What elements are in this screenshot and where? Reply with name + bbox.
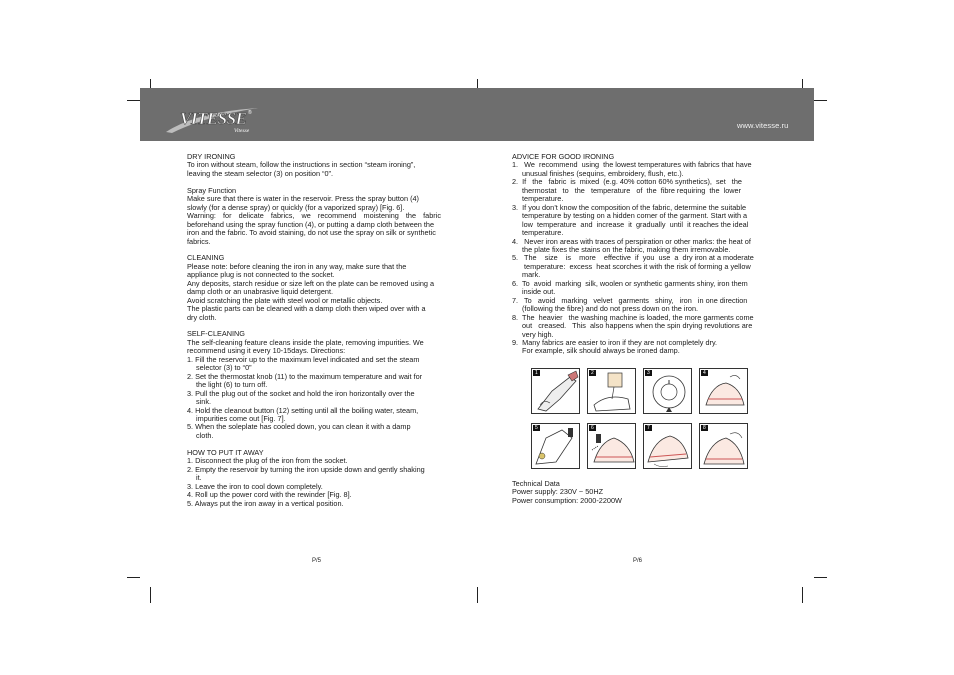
vitesse-logo: [166, 102, 266, 143]
list-item: [512, 339, 762, 356]
list-item: [512, 204, 762, 238]
text-line: temperature by testing on a hidden corner of the garment. Start with a: [522, 211, 748, 221]
text-line: beforehand using the spray function (4), or putting a damp cloth between the: [187, 219, 435, 229]
text-line: the plate fixes the stains on the fabric, making them irremovable.: [522, 244, 731, 254]
text-line: selector (3) to “0”: [196, 363, 252, 373]
text-line: 4. Never iron areas with traces of perspiration or other marks: the heat of: [512, 236, 751, 246]
text-line: mark.: [522, 270, 541, 280]
text-line: dry cloth.: [187, 312, 217, 322]
figure-4: [699, 368, 748, 414]
list-item: [512, 161, 762, 178]
text-line: 4. Hold the cleanout button (12) setting until all the boiling water, steam,: [187, 405, 419, 415]
right-page-text: [512, 153, 762, 356]
self-cleaning-section: [187, 330, 441, 440]
list-item: 5. Always put the iron away in a vertical position.: [187, 498, 344, 508]
text-line: Please note: before cleaning the iron in any way, make sure that the: [187, 261, 407, 271]
text-line: 2. Set the thermostat knob (11) to the maximum temperature and wait for: [187, 371, 423, 381]
text-line: The self-cleaning feature cleans inside the plate, removing impurities. We: [187, 337, 424, 347]
text-line: cloth.: [196, 430, 214, 440]
text-line: appliance plug is not connected to the socket.: [187, 270, 335, 280]
figure-2: [587, 368, 636, 414]
advice-list: [512, 161, 762, 355]
list-item: [187, 466, 441, 483]
section-title: SELF-CLEANING: [187, 329, 245, 339]
text-line: recommend using it every 10-15days. Directions:: [187, 346, 346, 356]
section-title: Technical Data: [512, 479, 560, 488]
figure-1: [531, 368, 580, 414]
figure-number: 8: [703, 425, 706, 431]
text-line: sink.: [196, 397, 212, 407]
text-line: iron and the fabric. To avoid staining, do not use the spray on silk or synthetic: [187, 228, 436, 238]
figure-6: [587, 423, 636, 469]
text-line: out creased. This also happens when the spin drying revolutions are: [522, 321, 753, 331]
figure-7: [643, 423, 692, 469]
text-line: leaving the steam selector (3) on position “0”.: [187, 168, 334, 178]
technical-data: [512, 480, 712, 505]
list-item: [187, 423, 441, 440]
text-line: 6. To avoid marking silk, woolen or synthetic garments shiny, iron them: [512, 278, 748, 288]
text-line: low temperature and increase it gradually until it reaches the ideal: [522, 219, 749, 229]
text-line: the light (6) to turn off.: [196, 380, 268, 390]
svg-text:®: ®: [248, 110, 252, 116]
power-supply: Power supply: 230V ~ 50HZ: [512, 487, 604, 497]
figure-number: 6: [591, 425, 594, 431]
list-item: [512, 178, 762, 203]
crop-mark: [127, 577, 140, 578]
figure-number: 3: [647, 370, 650, 376]
crop-mark: [814, 100, 827, 101]
text-line: Any deposits, starch residue or size left on the plate can be removed using a: [187, 278, 435, 288]
figure-8: [699, 423, 748, 469]
text-line: damp cloth or an unabrasive liquid detergent.: [187, 287, 334, 297]
figure-number: 4: [703, 370, 706, 376]
figure-number: 7: [647, 425, 650, 431]
figure-number: 1: [535, 370, 538, 376]
text-line: thermostat to the temperature of the fibre requiring the lower: [522, 185, 742, 195]
page-number: P/5: [312, 558, 322, 564]
text-line: 5. The size is more effective if you use a dry iron at a moderate: [512, 253, 754, 263]
svg-text:Vitesse: Vitesse: [234, 128, 250, 134]
text-line: temperature.: [522, 194, 564, 204]
text-line: 3. Pull the plug out of the socket and hold the iron horizontally over the: [187, 388, 415, 398]
cleaning-section: [187, 254, 441, 322]
text-line: 9. Many fabrics are easier to iron if they are not completely dry.: [512, 337, 718, 347]
list-item: [187, 390, 441, 407]
list-item: [512, 238, 762, 255]
text-line: fabrics.: [187, 236, 211, 246]
svg-text:VITESSE: VITESSE: [180, 109, 247, 128]
section-title: HOW TO PUT IT AWAY: [187, 447, 264, 457]
text-line: 8. The heavier the washing machine is loaded, the more garments come: [512, 312, 754, 322]
crop-mark: [802, 587, 803, 603]
text-line: (following the fibre) and do not press down on the iron.: [522, 304, 699, 314]
figure-number: 5: [535, 425, 538, 431]
list-item: 1. Disconnect the plug of the iron from the socket.: [187, 456, 348, 466]
figure-5: [531, 423, 580, 469]
crop-mark: [477, 587, 478, 603]
text-line: 1. We recommend using the lowest temperatures with fabrics that have: [512, 160, 752, 170]
text-line: To iron without steam, follow the instructions in section “steam ironing”,: [187, 160, 416, 170]
page-number: P/6: [633, 558, 643, 564]
section-title: DRY IRONING: [187, 152, 236, 161]
text-line: Warning: for delicate fabrics, we recommend moistening the fabric: [187, 211, 441, 221]
text-line: For example, silk should always be ironed damp.: [522, 346, 680, 356]
list-item: [512, 254, 762, 279]
text-line: 2. Empty the reservoir by turning the iron upside down and gently shaking: [187, 464, 425, 474]
section-title: Spray Function: [187, 185, 237, 195]
list-item: [512, 297, 762, 314]
left-page-text: [187, 153, 441, 508]
power-consumption: Power consumption: 2000-2200W: [512, 495, 622, 505]
spray-section: [187, 187, 441, 246]
text-line: slowly (for a dense spray) or quickly (for a vaporized spray) [Fig. 6].: [187, 202, 405, 212]
text-line: temperature: excess heat scorches it with the risk of forming a yellow: [522, 261, 751, 271]
text-line: Avoid scratching the plate with steel wool or metallic objects.: [187, 295, 383, 305]
list-item: [512, 314, 762, 339]
dry-ironing-section: [187, 153, 441, 178]
list-item: [187, 407, 441, 424]
list-item: 3. Leave the iron to cool down completely.: [187, 481, 323, 491]
text-line: 2. If the fabric is mixed (e.g. 40% cotton 60% synthetics), set the: [512, 177, 742, 187]
crop-mark: [814, 577, 827, 578]
list-item: [187, 373, 441, 390]
text-line: inside out.: [522, 287, 556, 297]
website-url[interactable]: www.vitesse.ru: [737, 121, 789, 130]
text-line: The plastic parts can be cleaned with a damp cloth then wiped over with a: [187, 304, 426, 314]
text-line: 1. Fill the reservoir up to the maximum level indicated and set the steam: [187, 354, 420, 364]
figure-3: [643, 368, 692, 414]
put-away-section: [187, 449, 441, 508]
text-line: 3. If you don’t know the composition of the fabric, determine the suitable: [512, 202, 747, 212]
text-line: Make sure that there is water in the reservoir. Press the spray button (4): [187, 194, 419, 204]
crop-mark: [150, 587, 151, 603]
figure-number: 2: [591, 370, 594, 376]
text-line: very high.: [522, 329, 554, 339]
text-line: unusual finishes (sequins, embroidery, flush, etc.).: [522, 168, 684, 178]
list-item: [187, 356, 441, 373]
crop-mark: [127, 100, 140, 101]
list-item: [512, 280, 762, 297]
text-line: it.: [196, 473, 202, 483]
text-line: 5. When the soleplate has cooled down, you can clean it with a damp: [187, 422, 411, 432]
list-item: 4. Roll up the power cord with the rewinder [Fig. 8].: [187, 490, 352, 500]
text-line: impurities come out [Fig. 7].: [196, 414, 286, 423]
section-title: CLEANING: [187, 253, 225, 263]
text-line: temperature.: [522, 228, 564, 238]
section-title: ADVICE FOR GOOD IRONING: [512, 152, 615, 161]
text-line: 7. To avoid marking velvet garments shiny, iron in one direction: [512, 295, 748, 305]
